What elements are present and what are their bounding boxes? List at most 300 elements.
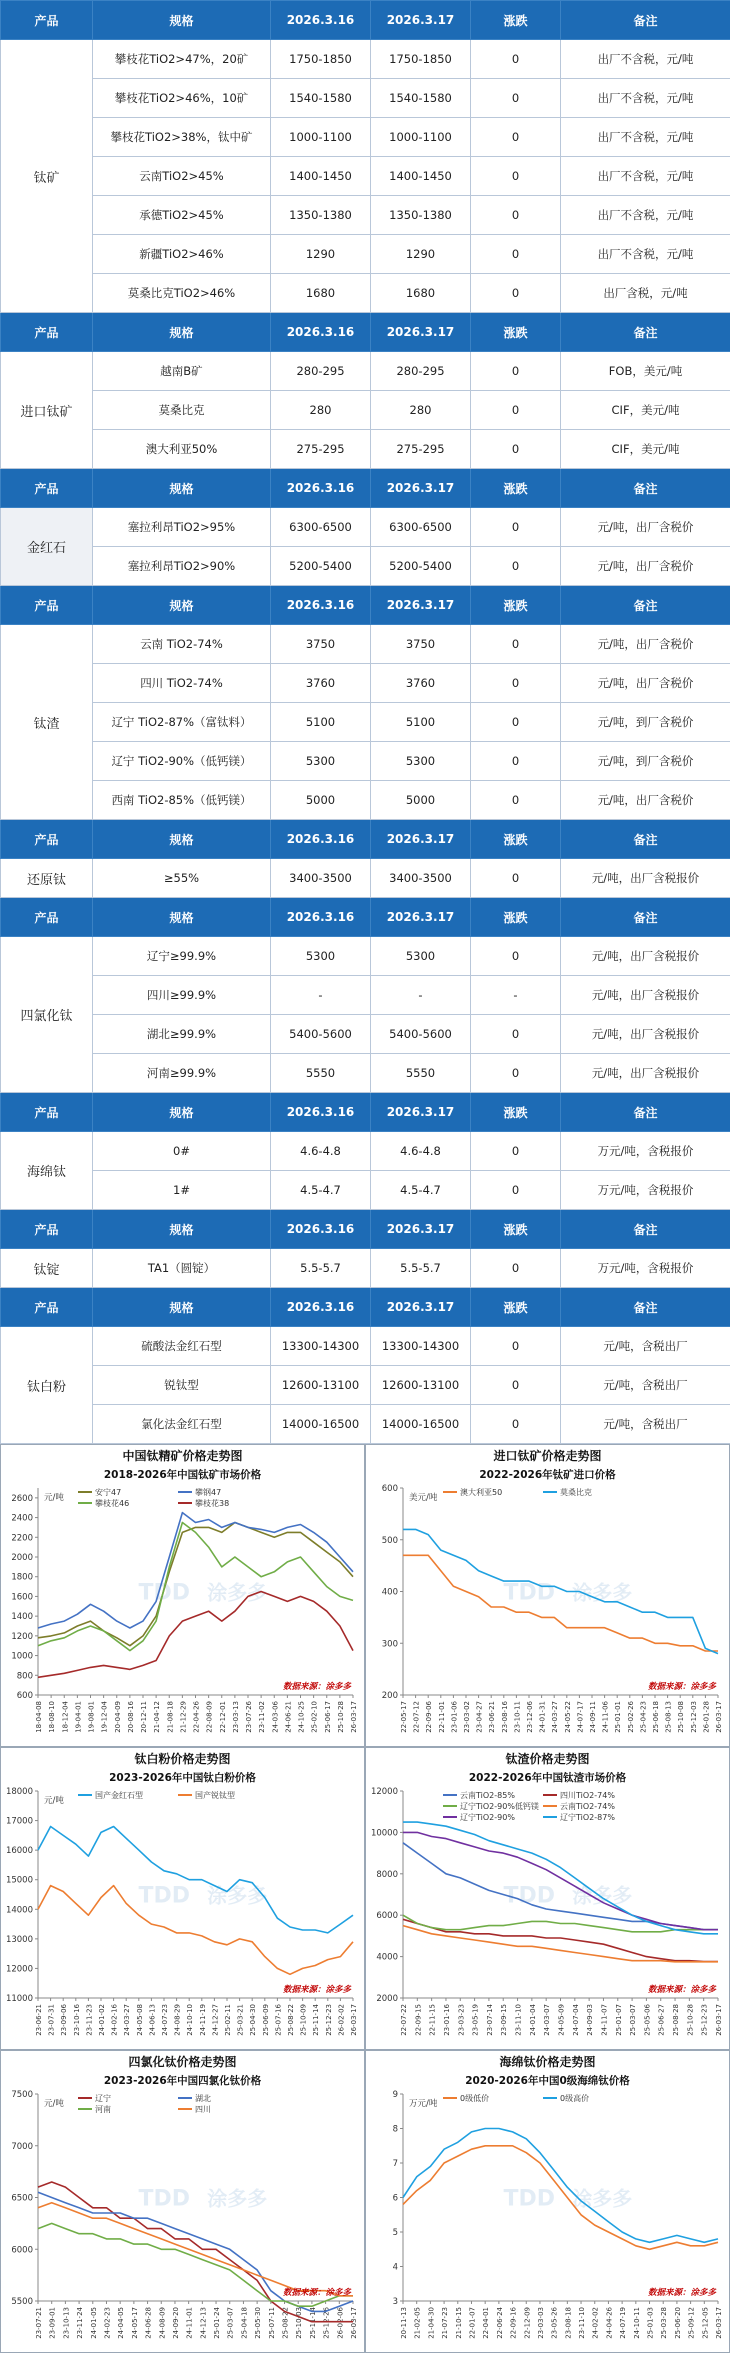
chart-unit: 元/吨 — [44, 1796, 64, 1806]
table-cell: 出厂不含税，元/吨 — [561, 157, 730, 196]
table-cell: 1400-1450 — [271, 157, 371, 196]
chart-panel — [0, 1747, 365, 2050]
x-tick-label: 24-10-25 — [297, 1701, 306, 1733]
section-header-row — [1, 1288, 730, 1327]
table-cell: 1290 — [271, 235, 371, 274]
chart-panel — [365, 2050, 730, 2353]
header-cell: 2026.3.16 — [271, 820, 371, 859]
table-cell: 湖北≥99.9% — [93, 1015, 271, 1054]
x-tick-label: 25-10-28 — [686, 2004, 695, 2036]
x-tick-label: 24-12-13 — [199, 2307, 208, 2339]
x-tick-label: 23-10-16 — [72, 2004, 81, 2036]
x-tick-label: 23-07-31 — [47, 2004, 56, 2036]
x-tick-label: 24-10-10 — [186, 2004, 195, 2036]
header-cell: 规格 — [93, 1093, 271, 1132]
x-tick-label: 25-06-09 — [261, 2004, 270, 2036]
header-cell: 涨跌 — [471, 313, 561, 352]
table-cell: 1000-1100 — [371, 118, 471, 157]
table-cell: 5400-5600 — [371, 1015, 471, 1054]
x-tick-label: 22-07-22 — [400, 2004, 408, 2036]
table-cell: 5300 — [371, 742, 471, 781]
x-tick-label: 24-07-19 — [619, 2307, 628, 2339]
table-cell: 0 — [471, 937, 561, 976]
x-tick-label: 24-03-27 — [123, 2004, 132, 2036]
watermark-cn: 涂多多 — [207, 2186, 268, 2211]
x-tick-label: 24-01-02 — [98, 2004, 106, 2036]
x-tick-label: 24-02-02 — [591, 2307, 600, 2339]
y-tick-label: 1800 — [11, 1572, 33, 1583]
product-cell: 还原钛 — [1, 859, 93, 898]
x-tick-label: 24-06-21 — [284, 1701, 293, 1733]
x-tick-label: 20-11-13 — [400, 2307, 408, 2339]
line-chart — [365, 2050, 730, 2353]
x-tick-label: 23-06-21 — [35, 2004, 43, 2036]
header-cell: 规格 — [93, 469, 271, 508]
y-tick-label: 2000 — [11, 1553, 33, 1563]
chart-panel — [365, 1747, 730, 2050]
x-tick-label: 25-12-03 — [689, 1701, 698, 1733]
chart-source: 数据来源：涂多多 — [647, 1985, 716, 1995]
x-tick-label: 22-07-12 — [412, 1701, 421, 1733]
table-row — [1, 79, 730, 118]
table-cell: 5.5-5.7 — [371, 1249, 471, 1288]
table-row — [1, 235, 730, 274]
table-cell: 4.5-4.7 — [371, 1171, 471, 1210]
x-tick-label: 25-03-21 — [236, 2004, 245, 2036]
x-tick-label: 25-08-13 — [664, 1701, 673, 1733]
table-cell: 莫桑比克 — [93, 391, 271, 430]
x-tick-label: 24-07-23 — [161, 2004, 169, 2036]
table-row — [1, 508, 730, 547]
y-tick-label: 16000 — [5, 1846, 33, 1857]
x-tick-label: 25-08-22 — [281, 2307, 290, 2339]
chart-section-title: 中国钛精矿价格走势图 — [122, 1449, 243, 1463]
x-tick-label: 21-12-29 — [179, 1701, 188, 1733]
table-row — [1, 859, 730, 898]
header-cell: 产品 — [1, 1288, 93, 1327]
x-tick-label: 23-03-13 — [231, 1701, 240, 1733]
x-tick-label: 24-08-09 — [158, 2307, 167, 2339]
x-tick-label: 24-09-20 — [171, 2307, 180, 2339]
x-tick-label: 24-08-29 — [173, 2004, 182, 2036]
x-tick-label: 23-03-03 — [536, 2307, 545, 2339]
x-tick-label: 23-12-06 — [526, 1701, 534, 1733]
table-cell: 塞拉利昂TiO2>90% — [93, 547, 271, 586]
table-cell: 元/吨，出厂含税报价 — [561, 1054, 730, 1093]
table-cell: 280-295 — [271, 352, 371, 391]
chart-section-title: 钛白粉价格走势图 — [134, 1752, 231, 1766]
chart-title: 2018-2026年中国钛矿市场价格 — [103, 1469, 262, 1481]
x-tick-label: 26-03-17 — [350, 2004, 358, 2036]
x-tick-label: 25-01-01 — [614, 1701, 623, 1733]
header-cell: 产品 — [1, 898, 93, 937]
x-tick-label: 24-03-07 — [543, 2004, 552, 2036]
x-tick-label: 24-04-05 — [117, 2307, 126, 2339]
table-cell: 0 — [471, 118, 561, 157]
header-cell: 备注 — [561, 1288, 730, 1327]
table-cell: 硫酸法金红石型 — [93, 1327, 271, 1366]
table-cell: 13300-14300 — [371, 1327, 471, 1366]
x-tick-label: 23-03-02 — [463, 1701, 471, 1733]
table-cell: 0 — [471, 430, 561, 469]
x-tick-label: 23-05-26 — [550, 2307, 559, 2339]
table-cell: 1350-1380 — [271, 196, 371, 235]
table-row — [1, 625, 730, 664]
legend-label: 辽宁TiO2-87% — [560, 1813, 615, 1822]
x-tick-label: 20-08-16 — [126, 1701, 135, 1733]
x-tick-label: 21-10-15 — [454, 2307, 463, 2339]
header-cell: 涨跌 — [471, 1288, 561, 1327]
x-tick-label: 25-12-05 — [701, 2307, 710, 2339]
header-cell: 2026.3.17 — [371, 313, 471, 352]
table-cell: 5100 — [371, 703, 471, 742]
x-tick-label: 22-12-09 — [523, 2307, 532, 2339]
legend-label: 辽宁TiO2-90%低钙镁 — [460, 1802, 539, 1811]
product-cell: 钛渣 — [1, 625, 93, 820]
x-tick-label: 26-02-06 — [336, 2307, 345, 2339]
legend-label: 安宁47 — [95, 1488, 122, 1497]
x-tick-label: 23-04-27 — [475, 1701, 484, 1733]
x-tick-label: 23-09-15 — [500, 2004, 509, 2036]
table-cell: 3760 — [371, 664, 471, 703]
table-cell: 锐钛型 — [93, 1366, 271, 1405]
chart-unit: 元/吨 — [44, 1493, 64, 1503]
x-tick-label: 24-12-27 — [211, 2004, 220, 2036]
x-tick-label: 24-01-04 — [528, 2004, 537, 2036]
x-tick-label: 24-03-27 — [551, 1701, 560, 1733]
chart-source: 数据来源：涂多多 — [282, 1682, 351, 1692]
header-cell: 产品 — [1, 1, 93, 40]
section-header-row — [1, 586, 730, 625]
x-tick-label: 26-03-17 — [350, 1701, 358, 1733]
table-cell: 0 — [471, 274, 561, 313]
line-chart — [0, 1747, 365, 2050]
x-tick-label: 25-06-27 — [657, 2004, 666, 2036]
table-cell: 元/吨，含税出厂 — [561, 1405, 730, 1444]
table-cell: 出厂不含税，元/吨 — [561, 118, 730, 157]
table-cell: 1350-1380 — [371, 196, 471, 235]
x-tick-label: 25-09-12 — [687, 2307, 696, 2339]
x-tick-label: 25-04-23 — [639, 1701, 648, 1733]
x-tick-label: 25-04-30 — [249, 2004, 258, 2036]
x-tick-label: 25-02-10 — [310, 1701, 319, 1733]
section-header-row — [1, 1, 730, 40]
watermark-logo: TDD — [503, 1883, 556, 1909]
table-row — [1, 1366, 730, 1405]
header-cell: 产品 — [1, 586, 93, 625]
table-cell: 3750 — [271, 625, 371, 664]
line-chart — [0, 1444, 365, 1747]
line-chart — [365, 1747, 730, 2050]
legend-label: 0级低价 — [460, 2094, 490, 2103]
y-tick-label: 500 — [381, 1535, 398, 1546]
table-cell: 莫桑比克TiO2>46% — [93, 274, 271, 313]
table-cell: 5400-5600 — [271, 1015, 371, 1054]
table-cell: 0 — [471, 1171, 561, 1210]
header-cell: 2026.3.16 — [271, 469, 371, 508]
table-row — [1, 391, 730, 430]
header-cell: 2026.3.16 — [271, 1288, 371, 1327]
y-tick-label: 5500 — [11, 2297, 33, 2307]
header-cell: 2026.3.16 — [271, 1210, 371, 1249]
legend-label: 辽宁 — [95, 2094, 111, 2103]
table-cell: 280-295 — [371, 352, 471, 391]
table-cell: 5200-5400 — [371, 547, 471, 586]
header-cell: 产品 — [1, 469, 93, 508]
table-cell: 1000-1100 — [271, 118, 371, 157]
header-cell: 2026.3.16 — [271, 1093, 371, 1132]
watermark-logo: TDD — [138, 1580, 191, 1606]
legend-label: 辽宁TiO2-90% — [460, 1813, 515, 1822]
chart-section-title: 钛渣价格走势图 — [505, 1752, 590, 1766]
x-tick-label: 25-12-26 — [322, 2307, 331, 2339]
legend-label: 四川 — [195, 2105, 211, 2114]
table-cell: 攀枝花TiO2>46%，10矿 — [93, 79, 271, 118]
x-tick-label: 25-01-03 — [646, 2307, 655, 2339]
table-cell: 0 — [471, 547, 561, 586]
table-cell: 0 — [471, 1054, 561, 1093]
table-cell: 0 — [471, 625, 561, 664]
table-cell: 1750-1850 — [271, 40, 371, 79]
table-cell: 1400-1450 — [371, 157, 471, 196]
header-cell: 涨跌 — [471, 586, 561, 625]
x-tick-label: 20-04-09 — [113, 1701, 122, 1733]
x-tick-label: 25-06-20 — [673, 2307, 682, 2339]
chart-title: 2022-2026年中国钛渣市场价格 — [468, 1772, 627, 1784]
x-tick-label: 23-01-06 — [450, 1701, 459, 1733]
table-cell: 新疆TiO2>46% — [93, 235, 271, 274]
table-row — [1, 1132, 730, 1171]
header-cell: 2026.3.17 — [371, 469, 471, 508]
table-cell: 14000-16500 — [271, 1405, 371, 1444]
y-tick-label: 7 — [392, 2159, 398, 2169]
header-cell: 规格 — [93, 898, 271, 937]
table-row — [1, 547, 730, 586]
chart-section-title: 进口钛矿价格走势图 — [493, 1449, 602, 1463]
header-cell: 2026.3.17 — [371, 1288, 471, 1327]
table-cell: 0 — [471, 742, 561, 781]
y-tick-label: 4 — [392, 2262, 398, 2273]
y-tick-label: 5 — [392, 2228, 398, 2238]
chart-panel — [0, 1444, 365, 1747]
x-tick-label: 25-02-26 — [626, 1701, 635, 1733]
header-cell: 涨跌 — [471, 1093, 561, 1132]
section-header-row — [1, 469, 730, 508]
table-cell: 5100 — [271, 703, 371, 742]
x-tick-label: 21-04-12 — [153, 1701, 162, 1733]
table-cell: 6300-6500 — [271, 508, 371, 547]
chart-unit: 美元/吨 — [409, 1493, 438, 1503]
y-tick-label: 6000 — [376, 1911, 398, 1922]
y-tick-label: 6 — [392, 2193, 398, 2204]
x-tick-label: 22-11-15 — [428, 2004, 437, 2036]
y-tick-label: 11000 — [5, 1994, 33, 2004]
product-cell: 金红石 — [1, 508, 93, 586]
watermark-logo: TDD — [138, 2186, 191, 2212]
table-cell: 1680 — [271, 274, 371, 313]
header-cell: 备注 — [561, 1210, 730, 1249]
y-tick-label: 600 — [381, 1484, 398, 1494]
x-tick-label: 23-08-16 — [500, 1701, 509, 1733]
x-tick-label: 24-10-11 — [632, 2307, 641, 2339]
x-tick-label: 22-08-09 — [205, 1701, 214, 1733]
watermark-logo: TDD — [503, 1580, 556, 1606]
table-cell: 攀枝花TiO2>38%，钛中矿 — [93, 118, 271, 157]
chart-section-title: 四氯化钛价格走势图 — [128, 2055, 237, 2069]
x-tick-label: 20-12-11 — [140, 1701, 148, 1733]
x-tick-label: 23-11-10 — [514, 2004, 523, 2036]
header-cell: 规格 — [93, 586, 271, 625]
x-tick-label: 24-09-11 — [589, 1701, 597, 1733]
x-tick-label: 26-02-02 — [337, 2004, 346, 2036]
header-cell: 备注 — [561, 313, 730, 352]
table-row — [1, 1015, 730, 1054]
header-cell: 备注 — [561, 1093, 730, 1132]
y-tick-label: 12000 — [370, 1787, 398, 1797]
y-tick-label: 17000 — [5, 1816, 33, 1827]
chart-unit: 元/吨 — [44, 2099, 64, 2109]
y-tick-label: 1400 — [11, 1612, 33, 1623]
x-tick-label: 22-09-15 — [414, 2004, 423, 2036]
x-tick-label: 22-04-26 — [192, 1701, 201, 1733]
table-cell: 四川 TiO2-74% — [93, 664, 271, 703]
table-cell: 四川≥99.9% — [93, 976, 271, 1015]
header-cell: 2026.3.16 — [271, 898, 371, 937]
x-tick-label: 26-03-17 — [715, 2307, 723, 2339]
table-cell: 0 — [471, 196, 561, 235]
x-tick-label: 25-08-22 — [287, 2004, 295, 2036]
header-cell: 产品 — [1, 313, 93, 352]
header-cell: 涨跌 — [471, 898, 561, 937]
line-chart — [0, 2050, 365, 2353]
table-row — [1, 703, 730, 742]
watermark-cn: 涂多多 — [207, 1883, 268, 1908]
y-tick-label: 9 — [392, 2090, 398, 2100]
table-cell: 云南 TiO2-74% — [93, 625, 271, 664]
x-tick-label: 24-11-01 — [185, 2307, 194, 2339]
table-row — [1, 781, 730, 820]
legend-label: 莫桑比克 — [560, 1488, 592, 1497]
table-cell: 0 — [471, 391, 561, 430]
y-tick-label: 15000 — [5, 1875, 33, 1886]
x-tick-label: 25-05-06 — [643, 2004, 652, 2036]
x-tick-label: 25-10-09 — [299, 2004, 308, 2036]
x-tick-label: 24-05-08 — [135, 2004, 144, 2036]
x-tick-label: 25-10-28 — [336, 1701, 345, 1733]
x-tick-label: 23-11-10 — [578, 2307, 587, 2339]
table-row — [1, 937, 730, 976]
table-cell: 5300 — [271, 742, 371, 781]
product-cell: 海绵钛 — [1, 1132, 93, 1210]
y-tick-label: 300 — [381, 1639, 398, 1650]
header-cell: 备注 — [561, 898, 730, 937]
x-tick-label: 25-01-07 — [614, 2004, 623, 2036]
table-row — [1, 1405, 730, 1444]
y-tick-label: 2200 — [11, 1533, 33, 1544]
header-cell: 2026.3.16 — [271, 586, 371, 625]
x-tick-label: 23-07-21 — [35, 2307, 43, 2339]
table-cell: 元/吨，出厂含税报价 — [561, 937, 730, 976]
x-tick-label: 23-07-14 — [485, 2004, 494, 2036]
x-tick-label: 22-04-01 — [482, 2307, 491, 2339]
y-tick-label: 200 — [381, 1691, 398, 1701]
table-cell: 4.6-4.8 — [271, 1132, 371, 1171]
x-tick-label: 22-12-01 — [218, 1701, 227, 1733]
table-cell: 0 — [471, 235, 561, 274]
y-tick-label: 2400 — [11, 1513, 33, 1524]
y-tick-label: 18000 — [5, 1787, 33, 1797]
x-tick-label: 24-04-26 — [605, 2307, 614, 2339]
table-row — [1, 352, 730, 391]
watermark-cn: 涂多多 — [572, 2186, 633, 2211]
table-cell: 275-295 — [271, 430, 371, 469]
legend-label: 湖北 — [195, 2094, 211, 2103]
x-tick-label: 19-08-01 — [87, 1701, 96, 1733]
x-tick-label: 24-02-16 — [110, 2004, 119, 2036]
table-cell: 3400-3500 — [371, 859, 471, 898]
header-cell: 规格 — [93, 1, 271, 40]
table-cell: TA1（圆锭） — [93, 1249, 271, 1288]
table-cell: 元/吨，含税出厂 — [561, 1366, 730, 1405]
legend-label: 攀钢47 — [195, 1488, 222, 1497]
table-cell: - — [471, 976, 561, 1015]
table-cell: 3760 — [271, 664, 371, 703]
product-cell: 钛白粉 — [1, 1327, 93, 1444]
header-cell: 备注 — [561, 469, 730, 508]
table-cell: CIF，美元/吨 — [561, 430, 730, 469]
x-tick-label: 25-03-07 — [629, 2004, 638, 2036]
section-header-row — [1, 1210, 730, 1249]
table-cell: 0 — [471, 40, 561, 79]
y-tick-label: 1200 — [11, 1631, 33, 1642]
table-cell: 5550 — [371, 1054, 471, 1093]
header-cell: 规格 — [93, 313, 271, 352]
table-cell: 5200-5400 — [271, 547, 371, 586]
section-header-row — [1, 820, 730, 859]
table-cell: 元/吨，出厂含税价 — [561, 508, 730, 547]
table-cell: 0 — [471, 1015, 561, 1054]
table-cell: 元/吨，出厂含税价 — [561, 625, 730, 664]
table-cell: 1290 — [371, 235, 471, 274]
x-tick-label: 21-08-18 — [166, 1701, 175, 1733]
y-tick-label: 800 — [16, 1671, 33, 1682]
table-cell: 1# — [93, 1171, 271, 1210]
table-cell: 5000 — [271, 781, 371, 820]
table-cell: 0 — [471, 1327, 561, 1366]
x-tick-label: 25-04-18 — [240, 2307, 249, 2339]
table-cell: 0 — [471, 703, 561, 742]
x-tick-label: 24-09-03 — [586, 2004, 595, 2036]
table-row — [1, 274, 730, 313]
y-tick-label: 13000 — [5, 1934, 33, 1945]
header-cell: 涨跌 — [471, 1, 561, 40]
chart-source: 数据来源：涂多多 — [647, 2288, 716, 2298]
chart-source: 数据来源：涂多多 — [282, 1985, 351, 1995]
y-tick-label: 2000 — [376, 1994, 398, 2004]
table-cell: 出厂不含税，元/吨 — [561, 235, 730, 274]
chart-title: 2022-2026年钛矿进口价格 — [479, 1469, 616, 1481]
charts-area — [0, 1444, 730, 2355]
y-tick-label: 1600 — [11, 1592, 33, 1603]
line-chart — [365, 1444, 730, 1747]
table-cell: 4.5-4.7 — [271, 1171, 371, 1210]
y-tick-label: 7000 — [11, 2141, 33, 2152]
table-cell: 5.5-5.7 — [271, 1249, 371, 1288]
table-row — [1, 664, 730, 703]
table-cell: 出厂不含税，元/吨 — [561, 40, 730, 79]
table-cell: 0 — [471, 79, 561, 118]
table-cell: - — [371, 976, 471, 1015]
